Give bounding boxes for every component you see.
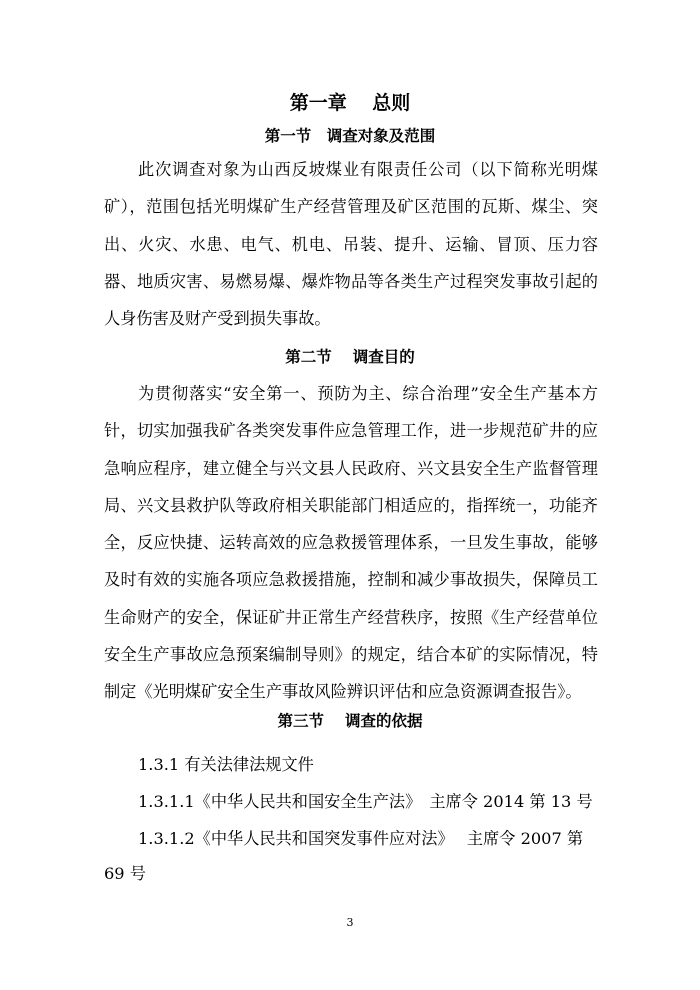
section-1-paragraph: 此次调查对象为山西反坡煤业有限责任公司（以下简称光明煤矿），范围包括光明煤矿生产经营管理及矿区范围的瓦斯、煤尘、突出、火灾、水患、电气、机电、吊装、提升、运输、冒顶、压力容器、地质灾害、易燃易爆、爆炸物品等各类生产过程突发事故引起的人身伤害及财产受到损失事故。	[104, 160, 598, 329]
section-heading-1: 第一节 调查对象及范围	[264, 127, 436, 145]
section-heading-2: 第二节 调查目的	[285, 348, 415, 366]
basis-item-1: 1.3.1 有关法律法规文件	[138, 755, 314, 774]
chapter-title: 第一章 总则	[289, 92, 411, 114]
basis-item-1-1: 1.3.1.1《中华人民共和国安全生产法》 主席令 2014 第 13 号	[138, 792, 593, 811]
section-2-paragraph: 为贯彻落实“安全第一、预防为主、综合治理”安全生产基本方针，切实加强我矿各类突发事件应急管理工作，进一步规范矿井的应急响应程序，建立健全与兴文县人民政府、兴文县安全生产监督管理局、兴文县救护队等政府相关职能部门相适应的，指挥统一，功能齐全，反应快捷、运转高效的应急救援管理体系，一旦发生事故，能够及时有效的实施各项应急救援措施，控制和减少事故损失，保障员工生命财产的安全，保证矿井正常生产经营秩序，按照《生产经营单位安全生产事故应急预案编制导则》的规定，结合本矿的实际情况，特制定《光明煤矿安全生产事故风险辨识评估和应急资源调查报告》。	[104, 384, 598, 702]
page-number: 3	[346, 916, 354, 929]
basis-item-1-2-continued: 69 号	[104, 864, 146, 883]
section-heading-3: 第三节 调查的依据	[277, 712, 423, 730]
basis-item-1-2: 1.3.1.2《中华人民共和国突发事件应对法》 主席令 2007 第	[138, 829, 584, 848]
